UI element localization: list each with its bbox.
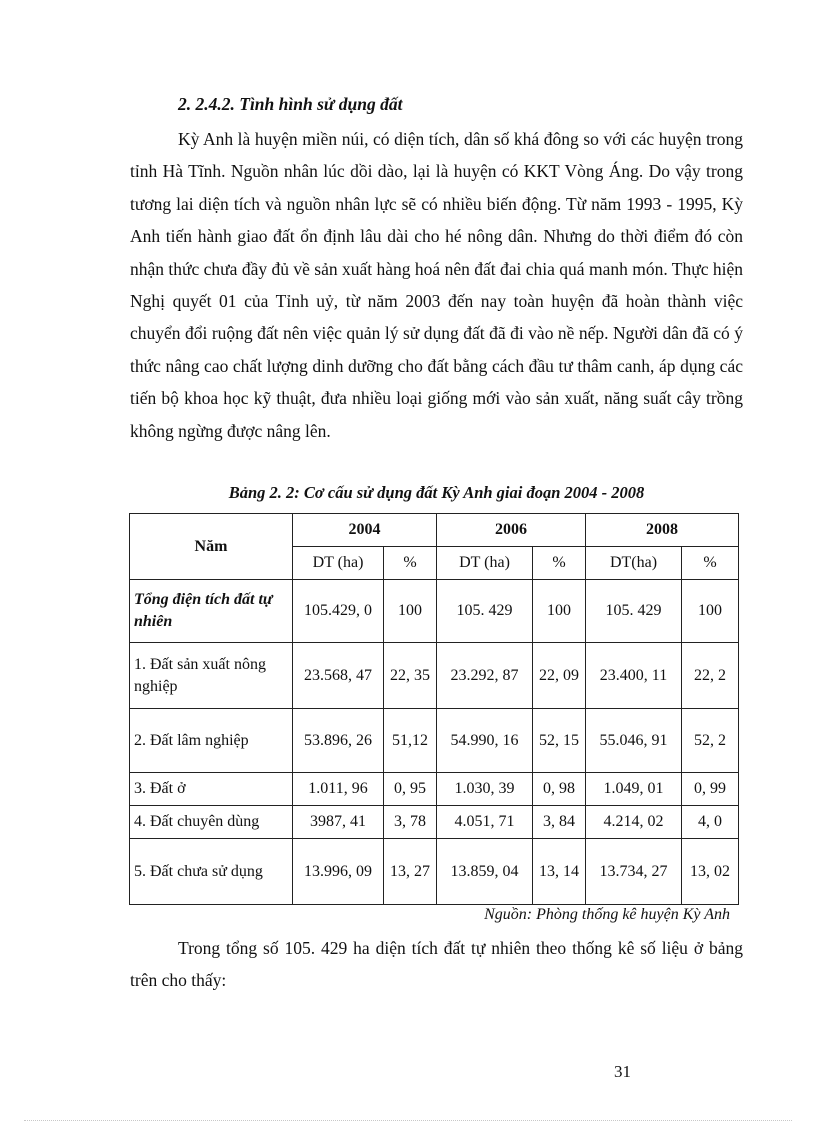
table-cell: 100 bbox=[682, 580, 739, 643]
table-row bbox=[130, 839, 739, 905]
body-paragraph-1: Kỳ Anh là huyện miền núi, có diện tích, dân số khá đông so với các huyện trong tỉnh Hà Tĩnh. Nguồn nhân lúc dồi dào, lại là huyện có KKT Vòng Áng. Do vậy trong tương lai diện tích và nguồn nhân lực sẽ có nhiều biến động. Từ năm 1993 - 1995, Kỳ Anh tiến hành giao đất ổn định lâu dài cho hé nông dân. Nhưng do thời điểm đó còn nhận thức chưa đầy đủ về sản xuất hàng hoá nên đất đai chia quá manh món. Thực hiện Nghị quyết 01 của Tỉnh uỷ, từ năm 2003 đến nay toàn huyện đã hoàn thành việc chuyển đổi ruộng đất nên việc quản lý sử dụng đất đã đi vào nề nếp. Người dân đã có ý thức nâng cao chất lượng dinh dưỡng cho đất bằng cách đầu tư thâm canh, áp dụng các tiến bộ khoa học kỹ thuật, đưa nhiều loại giống mới vào sản xuất, năng suất cây trồng không ngừng được nâng lên. bbox=[130, 129, 743, 441]
table-row bbox=[130, 806, 739, 839]
table-cell: 105. 429 bbox=[437, 580, 533, 643]
table-cell: 53.896, 26 bbox=[293, 709, 384, 773]
land-use-table bbox=[129, 513, 739, 905]
subheader-area: DT (ha) bbox=[437, 547, 533, 580]
table-cell: 13.859, 04 bbox=[437, 839, 533, 905]
table-cell: 13.996, 09 bbox=[293, 839, 384, 905]
table-cell: 13, 14 bbox=[533, 839, 586, 905]
header-year-2006: 2006 bbox=[437, 514, 586, 547]
table-cell: 4, 0 bbox=[682, 806, 739, 839]
table-cell: 23.568, 47 bbox=[293, 643, 384, 709]
table-row bbox=[130, 643, 739, 709]
table-cell: 23.292, 87 bbox=[437, 643, 533, 709]
body-paragraph-2: Trong tổng số 105. 429 ha diện tích đất tự nhiên theo thống kê số liệu ở bảng trên cho thấy: bbox=[130, 938, 743, 991]
table-cell: 1.011, 96 bbox=[293, 773, 384, 806]
page-number: 31 bbox=[614, 1062, 631, 1081]
subheader-percent: % bbox=[533, 547, 586, 580]
table-cell: 0, 99 bbox=[682, 773, 739, 806]
subheader-percent: % bbox=[682, 547, 739, 580]
table-cell: 1.030, 39 bbox=[437, 773, 533, 806]
table-cell: 0, 98 bbox=[533, 773, 586, 806]
table-cell: 3987, 41 bbox=[293, 806, 384, 839]
row-label: 4. Đất chuyên dùng bbox=[130, 806, 293, 839]
table-cell: 13, 02 bbox=[682, 839, 739, 905]
section-heading: 2. 2.4.2. Tình hình sử dụng đất bbox=[178, 94, 403, 114]
table-cell: 22, 35 bbox=[384, 643, 437, 709]
footer-divider bbox=[24, 1120, 792, 1121]
table-cell: 100 bbox=[384, 580, 437, 643]
table-cell: 22, 2 bbox=[682, 643, 739, 709]
table-cell: 4.214, 02 bbox=[586, 806, 682, 839]
table-cell: 52, 2 bbox=[682, 709, 739, 773]
table-row bbox=[130, 580, 739, 643]
header-year-2004: 2004 bbox=[293, 514, 437, 547]
row-label: 2. Đất lâm nghiệp bbox=[130, 709, 293, 773]
table-cell: 22, 09 bbox=[533, 643, 586, 709]
row-label: 5. Đất chưa sử dụng bbox=[130, 839, 293, 905]
table-cell: 105. 429 bbox=[586, 580, 682, 643]
subheader-percent: % bbox=[384, 547, 437, 580]
row-label: 1. Đất sản xuất nông nghiệp bbox=[130, 643, 293, 709]
table-cell: 105.429, 0 bbox=[293, 580, 384, 643]
table-caption: Bảng 2. 2: Cơ cấu sử dụng đất Kỳ Anh giai đoạn 2004 - 2008 bbox=[228, 483, 645, 502]
table-cell: 4.051, 71 bbox=[437, 806, 533, 839]
subheader-area: DT(ha) bbox=[586, 547, 682, 580]
table-cell: 3, 84 bbox=[533, 806, 586, 839]
table-row bbox=[130, 773, 739, 806]
table-cell: 13.734, 27 bbox=[586, 839, 682, 905]
row-label: 3. Đất ở bbox=[130, 773, 293, 806]
table-cell: 1.049, 01 bbox=[586, 773, 682, 806]
table-source-note: Nguồn: Phòng thống kê huyện Kỳ Anh bbox=[484, 906, 730, 923]
table-cell: 0, 95 bbox=[384, 773, 437, 806]
table-cell: 13, 27 bbox=[384, 839, 437, 905]
table-cell: 52, 15 bbox=[533, 709, 586, 773]
table-cell: 23.400, 11 bbox=[586, 643, 682, 709]
table-cell: 51,12 bbox=[384, 709, 437, 773]
table-cell: 100 bbox=[533, 580, 586, 643]
row-label: Tổng điện tích đất tự nhiên bbox=[130, 580, 293, 643]
subheader-area: DT (ha) bbox=[293, 547, 384, 580]
header-year-2008: 2008 bbox=[586, 514, 739, 547]
table-cell: 54.990, 16 bbox=[437, 709, 533, 773]
table-row bbox=[130, 709, 739, 773]
table-cell: 3, 78 bbox=[384, 806, 437, 839]
table-cell: 55.046, 91 bbox=[586, 709, 682, 773]
header-year-label: Năm bbox=[130, 514, 293, 580]
